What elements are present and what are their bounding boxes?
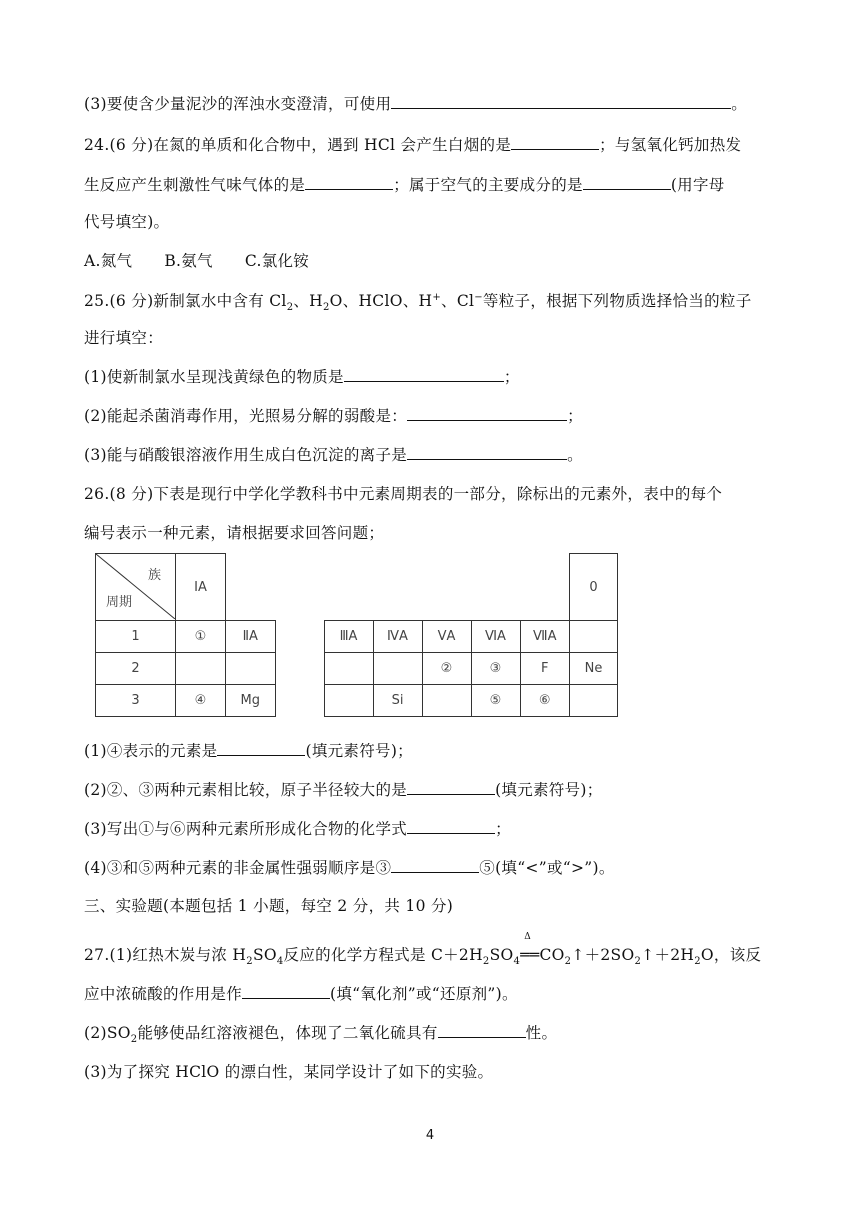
table-row	[96, 621, 618, 653]
text-fragment: ↑＋2H	[641, 946, 695, 964]
text-fragment: (用字母	[670, 176, 725, 194]
table-cell	[324, 685, 373, 717]
table-cell	[275, 621, 324, 653]
q24-line3: 代号填空)。	[84, 213, 170, 231]
q25-line1	[84, 289, 752, 313]
q27-line1	[84, 932, 762, 968]
text-fragment: ；	[503, 368, 520, 386]
answer-blank[interactable]	[438, 1023, 526, 1038]
text-fragment: (填元素符号)；	[495, 781, 603, 799]
answer-blank[interactable]	[511, 135, 599, 150]
text-fragment: 生反应产生刺激性气味气体的是	[84, 176, 306, 194]
table-cell	[275, 685, 324, 717]
text-fragment: O，该反	[700, 946, 762, 964]
table-cell	[275, 653, 324, 685]
text-fragment: ；	[495, 820, 511, 838]
group-ia: ⅠA	[176, 554, 226, 621]
table-cell: Si	[373, 685, 422, 717]
q24-options	[84, 249, 309, 271]
text-fragment: (2)②、③两种元素相比较，原子半径较大的是	[84, 781, 408, 799]
table-cell: ⅤA	[422, 621, 471, 653]
table-cell	[422, 685, 471, 717]
text-fragment: 27.(1)红热木炭与浓 H	[84, 946, 247, 964]
group-label: 族	[147, 568, 161, 583]
table-cell	[226, 653, 276, 685]
text-fragment: 2	[694, 956, 701, 968]
table-cell: ⅡA	[226, 621, 276, 653]
table-cell	[324, 653, 373, 685]
text-fragment: 反应的化学方程式是 C＋2H	[283, 946, 483, 964]
text-fragment: ；	[567, 407, 583, 425]
q26-part2	[84, 778, 603, 800]
text-fragment: (填“氧化剂”或“还原剂”)。	[330, 985, 518, 1003]
q27-line2	[84, 982, 518, 1004]
text-fragment: ；属于空气的主要成分的是	[393, 176, 583, 194]
table-cell: 1	[96, 621, 176, 653]
table-cell	[226, 554, 276, 621]
table-cell: ②	[422, 653, 471, 685]
period-label: 周期	[106, 595, 133, 610]
text-fragment: (1)使新制氯水呈现浅黄绿色的物质是	[84, 368, 344, 386]
text-fragment: (2)SO	[84, 1024, 131, 1042]
table-cell: ⅥA	[471, 621, 520, 653]
answer-blank[interactable]	[407, 406, 567, 421]
q25-part3	[84, 443, 583, 465]
q25-part1	[84, 365, 520, 387]
text-fragment: CO	[539, 946, 565, 964]
text-fragment: 2	[286, 302, 294, 314]
section-heading: 三、实验题(本题包括 1 小题，每空 2 分，共 10 分)	[84, 897, 454, 915]
table-cell: 3	[96, 685, 176, 717]
option-a: A.氮气	[84, 252, 133, 270]
heat-equals-sign	[520, 932, 540, 964]
text-fragment: ；与氢氧化钙加热发	[599, 136, 742, 154]
text-fragment: O、HClO、H	[329, 292, 433, 310]
table-cell: ⑤	[471, 685, 520, 717]
text-fragment: SO	[489, 946, 514, 964]
q26-part4	[84, 856, 615, 878]
table-cell	[570, 685, 618, 717]
answer-blank[interactable]	[407, 819, 495, 834]
table-cell: Mg	[226, 685, 276, 717]
text-fragment: ⑤(填“<”或“>”)。	[479, 859, 615, 877]
answer-blank[interactable]	[583, 175, 671, 190]
text-fragment: 、Cl	[441, 292, 475, 310]
text-fragment: (1)④表示的元素是	[84, 742, 218, 760]
table-row	[96, 685, 618, 717]
q26-part3	[84, 817, 511, 839]
group-zero: 0	[570, 554, 618, 621]
text-fragment: (3)要使含少量泥沙的浑浊水变澄清，可使用	[84, 95, 392, 113]
text-fragment: 。	[567, 446, 583, 464]
text-fragment: (4)③和⑤两种元素的非金属性强弱顺序是③	[84, 859, 392, 877]
text-fragment: 2	[130, 1034, 138, 1046]
text-fragment: +	[432, 291, 442, 303]
table-cell: ①	[176, 621, 226, 653]
text-fragment: 应中浓硫酸的作用是作	[84, 985, 243, 1003]
answer-blank[interactable]	[217, 741, 305, 756]
q25-line2: 进行填空：	[84, 329, 164, 347]
table-cell	[471, 554, 520, 621]
table-cell: ⑥	[520, 685, 570, 717]
table-cell: ④	[176, 685, 226, 717]
table-cell: Ne	[570, 653, 618, 685]
table-cell	[570, 621, 618, 653]
q27-part3: (3)为了探究 HClO 的漂白性，某同学设计了如下的实验。	[84, 1063, 494, 1081]
text-fragment: Δ	[524, 932, 532, 942]
answer-blank[interactable]	[391, 94, 731, 109]
table-cell	[373, 554, 422, 621]
answer-blank[interactable]	[305, 175, 393, 190]
text-fragment: (3)写出①与⑥两种元素所形成化合物的化学式	[84, 820, 408, 838]
answer-blank[interactable]	[407, 445, 567, 460]
answer-blank[interactable]	[344, 367, 504, 382]
periodic-table	[95, 553, 618, 717]
answer-blank[interactable]	[407, 780, 495, 795]
table-row	[96, 653, 618, 685]
page-number: 4	[425, 1128, 435, 1143]
text-fragment: 2	[564, 956, 572, 968]
table-cell: ⅣA	[373, 621, 422, 653]
table-cell	[176, 653, 226, 685]
q24-line2	[84, 173, 725, 195]
text-fragment: 2	[634, 956, 642, 968]
option-b: B.氨气	[164, 252, 213, 270]
table-cell: ⅦA	[520, 621, 570, 653]
option-c: C.氯化铵	[244, 252, 310, 270]
text-fragment: 2	[482, 956, 490, 968]
q23-part3	[84, 92, 747, 114]
text-fragment: 4	[276, 956, 284, 968]
answer-blank[interactable]	[391, 858, 479, 873]
text-fragment: 能够使品红溶液褪色，体现了二氧化硫具有	[137, 1024, 438, 1042]
table-cell	[275, 554, 324, 621]
table-cell: ③	[471, 653, 520, 685]
text-fragment: 。	[731, 95, 748, 113]
answer-blank[interactable]	[242, 984, 330, 999]
table-cell: 2	[96, 653, 176, 685]
table-cell	[520, 554, 570, 621]
text-fragment: 、H	[293, 292, 323, 310]
text-fragment: (填元素符号)；	[305, 742, 413, 760]
text-fragment: 性。	[525, 1024, 558, 1042]
q26-part1	[84, 739, 413, 761]
text-fragment: SO	[252, 946, 277, 964]
q25-part2	[84, 404, 583, 426]
text-fragment: 4	[513, 956, 521, 968]
text-fragment: ↑＋2SO	[571, 946, 635, 964]
table-header-diagonal	[96, 554, 176, 621]
q27-part2	[84, 1021, 557, 1045]
table-cell	[422, 554, 471, 621]
text-fragment: 2	[246, 956, 253, 968]
q26-line2: 编号表示一种元素，请根据要求回答问题；	[84, 524, 385, 542]
table-cell	[373, 653, 422, 685]
table-cell	[324, 554, 373, 621]
table-cell: ⅢA	[324, 621, 373, 653]
text-fragment: 24.(6 分)在氮的单质和化合物中，遇到 HCl 会产生白烟的是	[84, 136, 512, 154]
text-fragment: (3)能与硝酸银溶液作用生成白色沉淀的离子是	[84, 446, 408, 464]
q24-line1	[84, 133, 741, 155]
text-fragment: −	[474, 291, 483, 303]
text-fragment: 等粒子，根据下列物质选择恰当的粒子	[482, 292, 752, 310]
text-fragment: ══	[520, 946, 540, 964]
text-fragment: 2	[322, 302, 330, 314]
table-cell: F	[520, 653, 570, 685]
text-fragment: (2)能起杀菌消毒作用，光照易分解的弱酸是：	[84, 407, 408, 425]
q26-line1: 26.(8 分)下表是现行中学化学教科书中元素周期表的一部分，除标出的元素外，表中的每个	[84, 485, 723, 503]
text-fragment: 25.(6 分)新制氯水中含有 Cl	[84, 292, 287, 310]
